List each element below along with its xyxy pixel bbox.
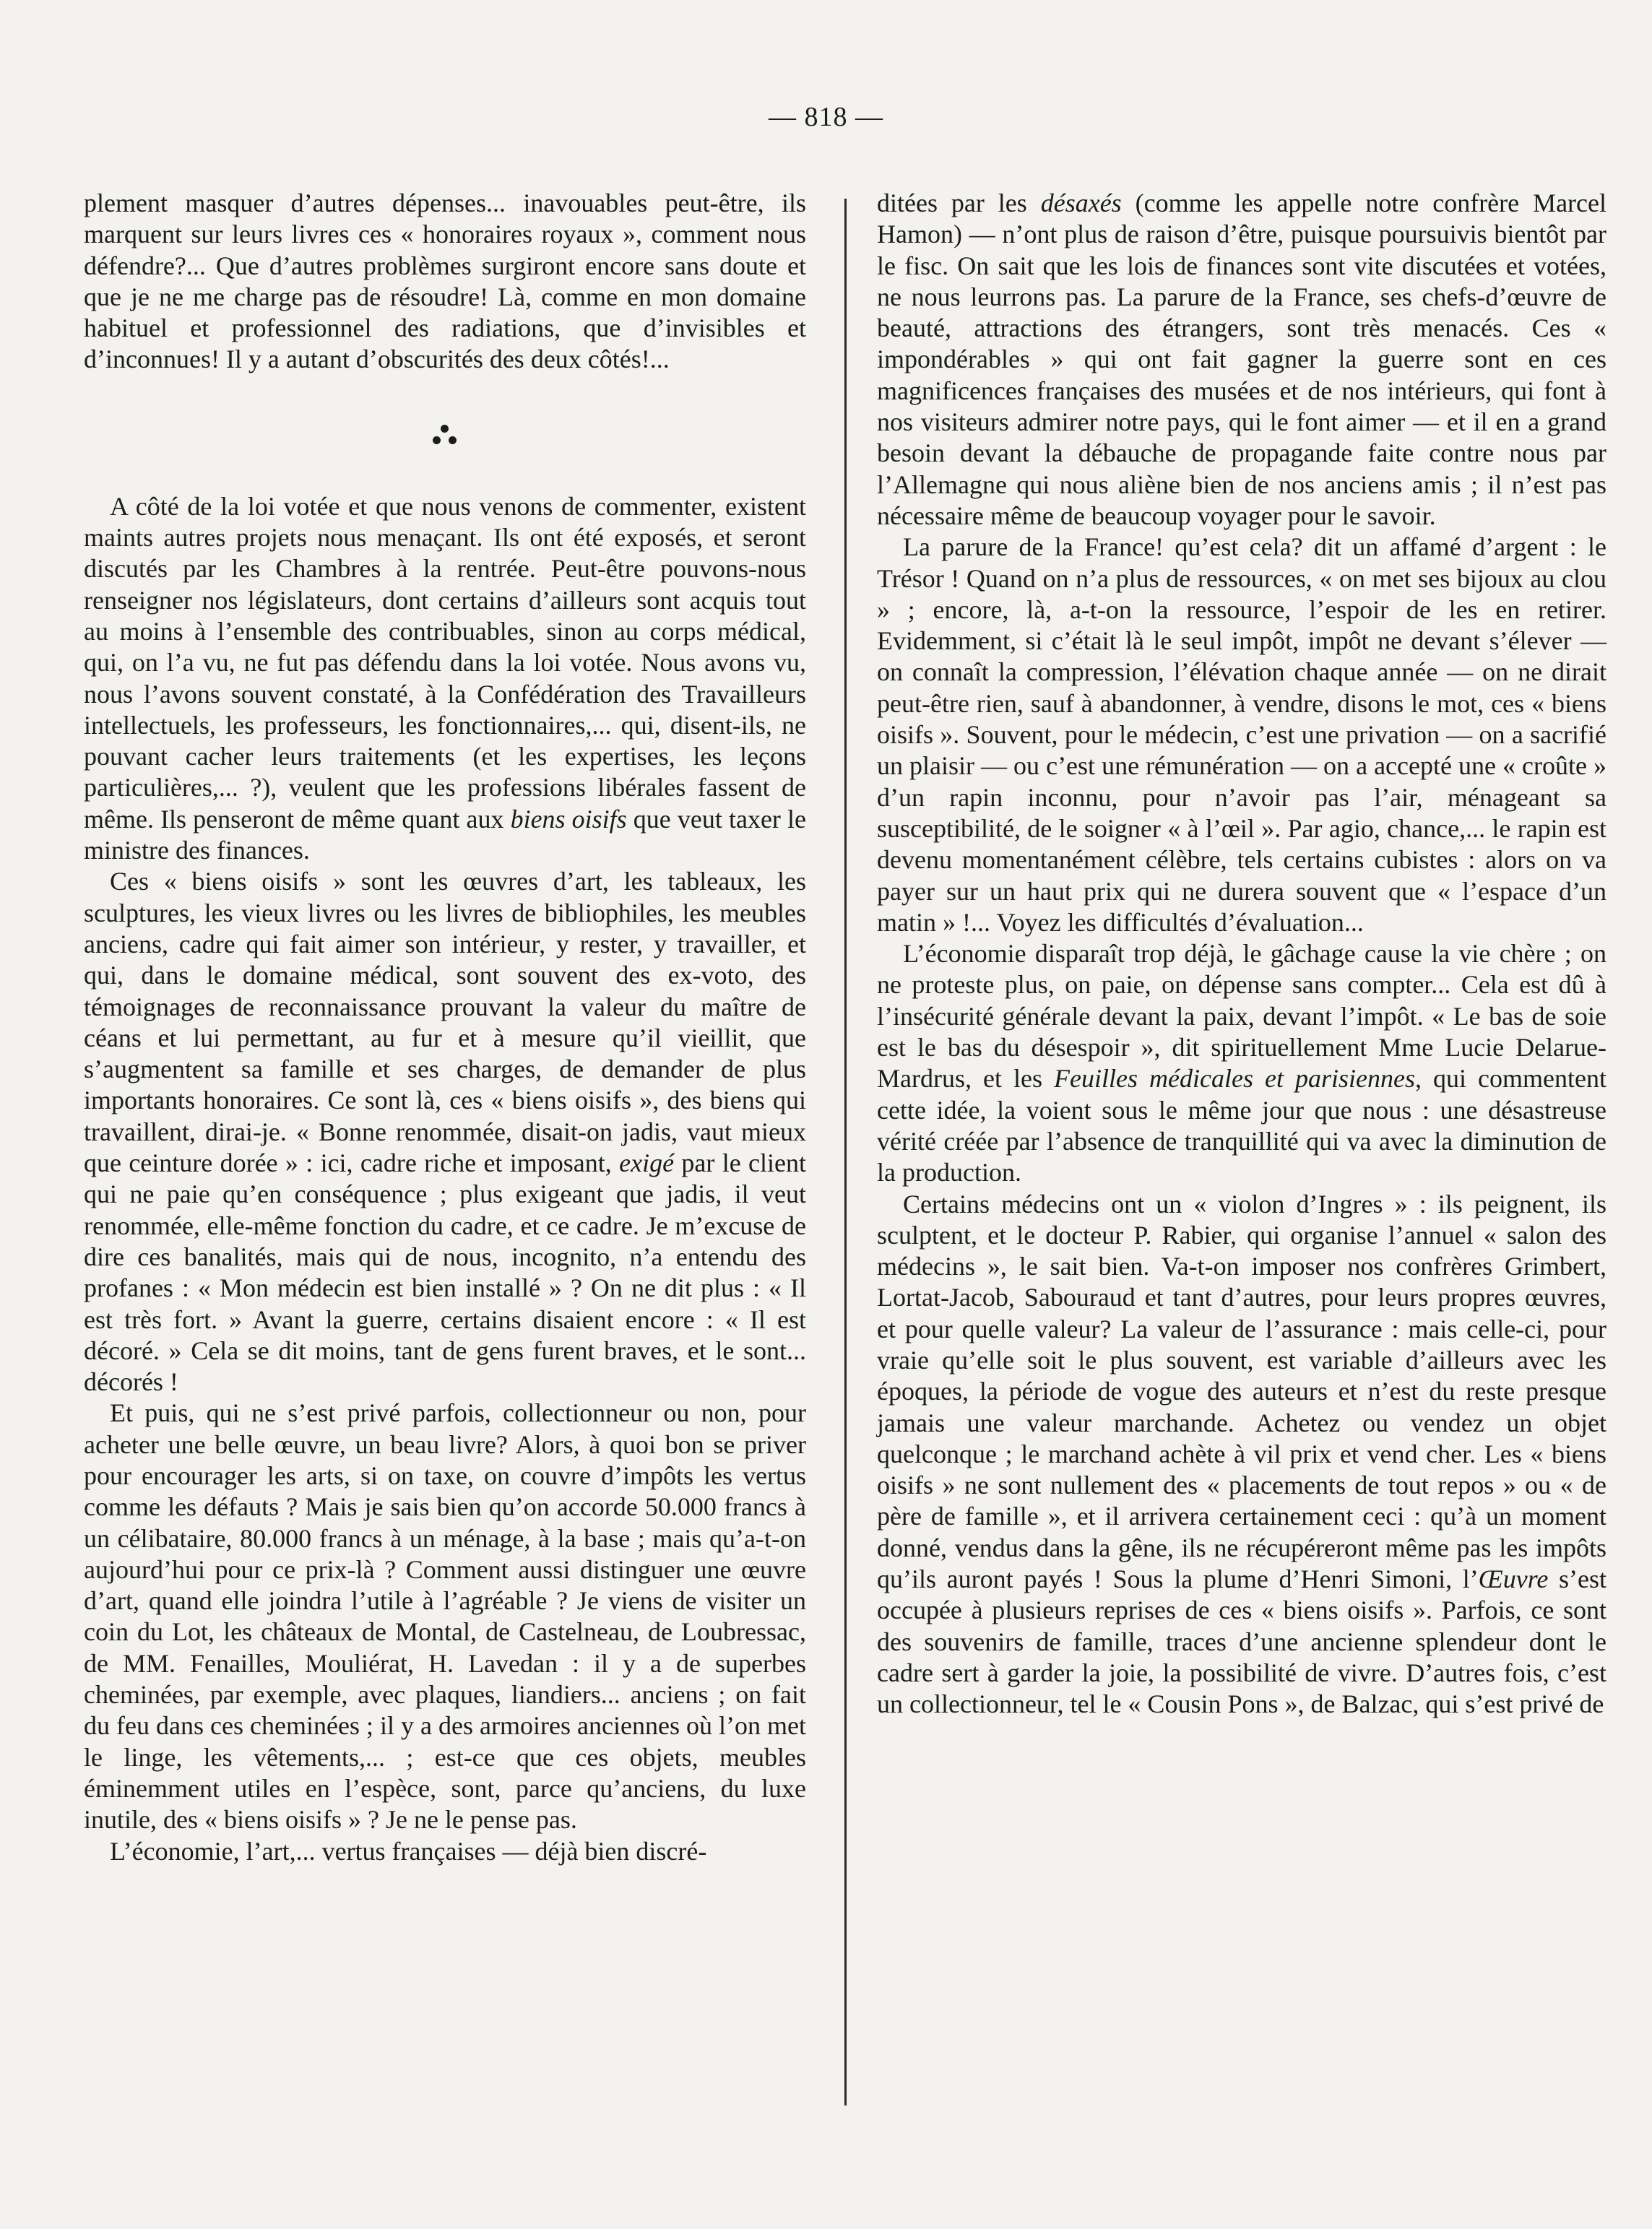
text-run: que veut taxer le ministre des finances. xyxy=(84,804,806,865)
italic-text: Feuilles médicales et parisiennes xyxy=(1054,1064,1415,1094)
paragraph: La parure de la France! qu’est cela? dit un affamé d’argent : le Trésor ! Quand on n’a plus de ressources, « on met ses bijoux au clou » ; encore, là, a-t-on la ressource, l’espoir de les en retirer. Evidemment, si c’était là le seul impôt, impôt ne devant s’élever — on connaît la compression, l’élévation chaque année — on ne dirait peut-être rien, sauf à abandonner, à vendre, disons le mot, ces « biens oisifs ». Souvent, pour le médecin, c’est une privation — on a sacrifié un plaisir — ou c’est une rémunération — on a accepté une « croûte » d’un rapin inconnu, pour n’avoir pas l’air, ménageant sa susceptibilité, de le soigner « à l’œil ». Par agio, chance,... le rapin est devenu momentanément célèbre, tels certains cubistes : alors on va payer sur un haut prix qui ne durera souvent que « l’espace d’un matin » !... Voyez les difficultés d’évaluation... xyxy=(877,532,1606,937)
paragraph: L’économie, l’art,... vertus françaises — déjà bien discré- xyxy=(110,1836,707,1866)
text-run: (comme les appelle notre confrère Marcel Hamon) — n’ont plus de raison d’être, puisque poursuivis bientôt par le fisc. On sait que les lois de finances sont vite discutées et votées, ne nous leurrons pas. La parure de la France, ses chefs-d’œuvre de beauté, attractions des étrangers, sont très menacés. Ces « impondérables » qui ont fait gagner la guerre sont en ces magnificences françaises des musées et de nos intérieurs, qui font à nos visiteurs admirer notre pays, qui le font aimer — et il en a grand besoin devant la débauche de propagande faite contre nous par l’Allemagne qui nous aliène bien de nos anciens amis ; il n’est pas nécessaire même de beaucoup voyager pour le savoir. xyxy=(877,189,1606,530)
asterism-separator xyxy=(84,420,806,456)
left-column xyxy=(84,188,806,1867)
column-divider xyxy=(844,199,847,2105)
paragraph: Et puis, qui ne s’est privé parfois, collectionneur ou non, pour acheter une belle œuvre, un beau livre? Alors, à quoi bon se priver pour encourager les arts, si on taxe, on couvre d’impôts les vertus comme les défauts ? Mais je sais bien qu’on accorde 50.000 francs à un célibataire, 80.000 francs à un ménage, à la base ; mais qu’a-t-on aujourd’hui pour ce prix-là ? Comment aussi distinguer une œuvre d’art, quand elle joindra l’utile à l’agréable ? Je viens de visiter un coin du Lot, les châteaux de Montal, de Castelneau, de Loubressac, de MM. Fenailles, Mouliérat, H. Lavedan : il y a de superbes cheminées, par exemple, avec plaques, liandiers... anciens ; on fait du feu dans ces cheminées ; il y a des armoires anciennes où l’on met le linge, les vêtements,... ; est-ce que ces objets, meubles éminemment utiles en l’espèce, sont, parce qu’anciens, du luxe inutile, des « biens oisifs » ? Je ne le pense pas. xyxy=(84,1398,806,1835)
page-number: — 818 — xyxy=(769,102,883,132)
text-run: s’est occupée à plusieurs reprises de ces « biens oisifs ». Parfois, ce sont des souvenirs de famille, traces d’une ancienne splendeur dont le cadre sert à garder la joie, la possibilité de vivre. D’autres fois, c’est un collectionneur, tel le « Cousin Pons », de Balzac, qui s’est privé de xyxy=(877,1564,1606,1719)
text-run: L’économie disparaît trop déjà, le gâchage cause la vie chère ; on ne proteste plus, on paie, on dépense sans compter... Cela est dû à l’insécurité générale devant la paix, devant l’impôt. « Le bas de soie est le bas du désespoir », dit spirituellement Mme Lucie Delarue-Mardrus, et les xyxy=(877,939,1606,1094)
text-run: Certains médecins ont un « violon d’Ingres » : ils peignent, ils sculptent, et le docteur P. Rabier, qui organise l’annuel « salon des médecins », le sait bien. Va-t-on imposer nos confrères Grimbert, Lortat-Jacob, Sabouraud et tant d’autres, pour leurs propres œuvres, et pour quelle valeur? La valeur de l’assurance : mais celle-ci, pour vraie qu’elle soit le plus souvent, est variable d’ailleurs avec les époques, la période de vogue des auteurs et n’est du reste presque jamais une valeur marchande. Achetez ou vendez un objet quelconque ; le marchand achète à vil prix et vend cher. Les « biens oisifs » ne sont nullement des « placements de tout repos » ou « de père de famille », et il arrivera certainement ceci : qu’à un moment donné, vendus dans la gêne, ils ne récupéreront même pas les impôts qu’ils auront payés ! Sous la plume d’Henri Simoni, l’ xyxy=(877,1189,1606,1594)
italic-text: Œuvre xyxy=(1478,1564,1549,1594)
paragraph xyxy=(877,188,1606,532)
text-run: A côté de la loi votée et que nous venons de commenter, existent maints autres projets nous menaçant. Ils ont été exposés, et seront discutés par les Chambres à la rentrée. Peut-être pouvons-nous renseigner nos législateurs, dont certains d’ailleurs sont acquis tout au moins à l’ensemble des contribuables, sinon au corps médical, qui, on l’a vu, ne fut pas défendu dans la loi votée. Nous avons vu, nous l’avons souvent constaté, à la Confédération des Travailleurs intellectuels, les professeurs, les fonctionnaires,... qui, disent-ils, ne pouvant cacher leurs traitements (et les expertises, les leçons particulières,... ?), veulent que les professions libérales fassent de même. Ils penseront de même quant aux xyxy=(84,491,806,834)
right-column xyxy=(877,188,1606,1721)
paragraph: plement masquer d’autres dépenses... inavouables peut-être, ils marquent sur leurs livres ces « honoraires royaux », comment nous défendre?... Que d’autres problèmes surgiront encore sans doute et que je ne me charge pas de résoudre! Là, comme en mon domaine habituel et professionnel des radiations, que d’invisibles et d’inconnues! Il y a autant d’obscurités des deux côtés!... xyxy=(84,189,806,374)
paragraph xyxy=(877,1189,1606,1721)
paragraph xyxy=(84,866,806,1398)
asterism-icon xyxy=(427,420,463,449)
text-run: Ces « biens oisifs » sont les œuvres d’art, les tableaux, les sculptures, les vieux livres ou les livres de bibliophiles, les meubles anciens, cadre qui fait aimer son intérieur, y rester, y travailler, et qui, dans le domaine médical, sont souvent des ex-voto, des témoignages de reconnaissance prouvant la valeur du maître de céans et lui permettant, au fur et à mesure qu’il vieillit, que s’augmentent sa famille et ses charges, de demander de plus importants honoraires. Ce sont là, ces « biens oisifs », des biens qui travaillent, dirai-je. « Bonne renommée, disait-on jadis, vaut mieux que ceinture dorée » : ici, cadre riche et imposant, xyxy=(84,867,806,1178)
paragraph xyxy=(877,938,1606,1188)
text-run: ditées par les xyxy=(877,189,1041,217)
paragraph xyxy=(84,491,806,867)
italic-text: désaxés xyxy=(1040,189,1122,217)
text-run: par le client qui ne paie qu’en conséquence ; plus exigeant que jadis, il veut renommée, elle-même fonction du cadre, et ce cadre. Je m’excuse de dire ces banalités, mais qui de nous, incognito, n’a entendu des profanes : « Mon médecin est bien installé » ? On ne dit plus : « Il est très fort. » Avant la guerre, certains disaient encore : « Il est décoré. » Cela se dit moins, tant de gens furent braves, et le sont... décorés ! xyxy=(84,1148,806,1397)
text-run: , qui commentent cette idée, la voient sous le même jour que nous : une désastreuse vérité créée par l’absence de tranquillité qui va avec la diminution de la production. xyxy=(877,1064,1606,1187)
italic-text: exigé xyxy=(619,1148,675,1178)
italic-text: biens oisifs xyxy=(510,804,627,834)
